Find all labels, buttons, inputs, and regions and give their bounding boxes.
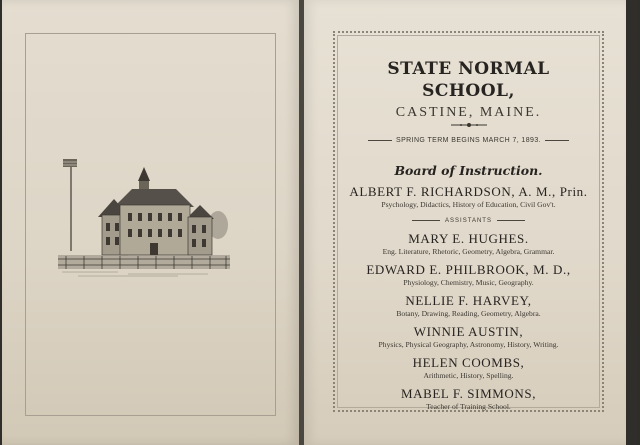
teacher-name: MARY E. HUGHES. — [408, 231, 529, 246]
program-content — [340, 58, 597, 412]
assistant-entry — [340, 262, 597, 288]
school-location: CASTINE, MAINE. — [395, 105, 542, 120]
assistant-entry — [340, 324, 597, 350]
term-line — [340, 134, 597, 146]
teacher-subjects: Teacher of Training School. — [426, 402, 511, 411]
teacher-subjects: Botany, Drawing, Reading, Geometry, Algebra. — [396, 309, 541, 318]
term-start-date: SPRING TERM BEGINS MARCH 7, 1893. — [396, 136, 541, 144]
assistants-divider — [340, 216, 597, 225]
teacher-name: MABEL F. SIMMONS, — [400, 386, 537, 401]
teacher-name: EDWARD E. PHILBROOK, M. D., — [366, 262, 571, 277]
principal-entry — [340, 184, 597, 210]
schoolhouse-engraving-icon — [58, 153, 230, 279]
teacher-name: NELLIE F. HARVEY, — [405, 293, 532, 308]
teacher-subjects: Psychology, Didactics, History of Education, Civil Gov't. — [381, 200, 556, 209]
assistant-entry — [340, 355, 597, 381]
rule-right — [497, 220, 525, 221]
ornament-divider-icon — [449, 122, 489, 128]
assistants-label: ASSISTANTS — [445, 217, 492, 224]
rule-right — [545, 140, 569, 141]
assistant-entry — [340, 386, 597, 412]
school-title: STATE NORMAL SCHOOL, — [387, 59, 550, 101]
rule-left — [368, 140, 392, 141]
teacher-name: WINNIE AUSTIN, — [413, 324, 524, 339]
teacher-subjects: Arithmetic, History, Spelling. — [423, 371, 514, 380]
teacher-name: ALBERT F. RICHARDSON, A. M., Prin. — [349, 184, 588, 199]
teacher-name: HELEN COOMBS, — [412, 355, 525, 370]
board-heading: Board of Instruction. — [394, 163, 543, 178]
teacher-subjects: Eng. Literature, Rhetoric, Geometry, Algebra, Grammar. — [382, 247, 555, 256]
teacher-subjects: Physiology, Chemistry, Music, Geography. — [403, 278, 534, 287]
assistant-entry — [340, 293, 597, 319]
rule-left — [412, 220, 440, 221]
assistant-entry — [340, 231, 597, 257]
teacher-subjects: Physics, Physical Geography, Astronomy, History, Writing. — [378, 340, 559, 349]
